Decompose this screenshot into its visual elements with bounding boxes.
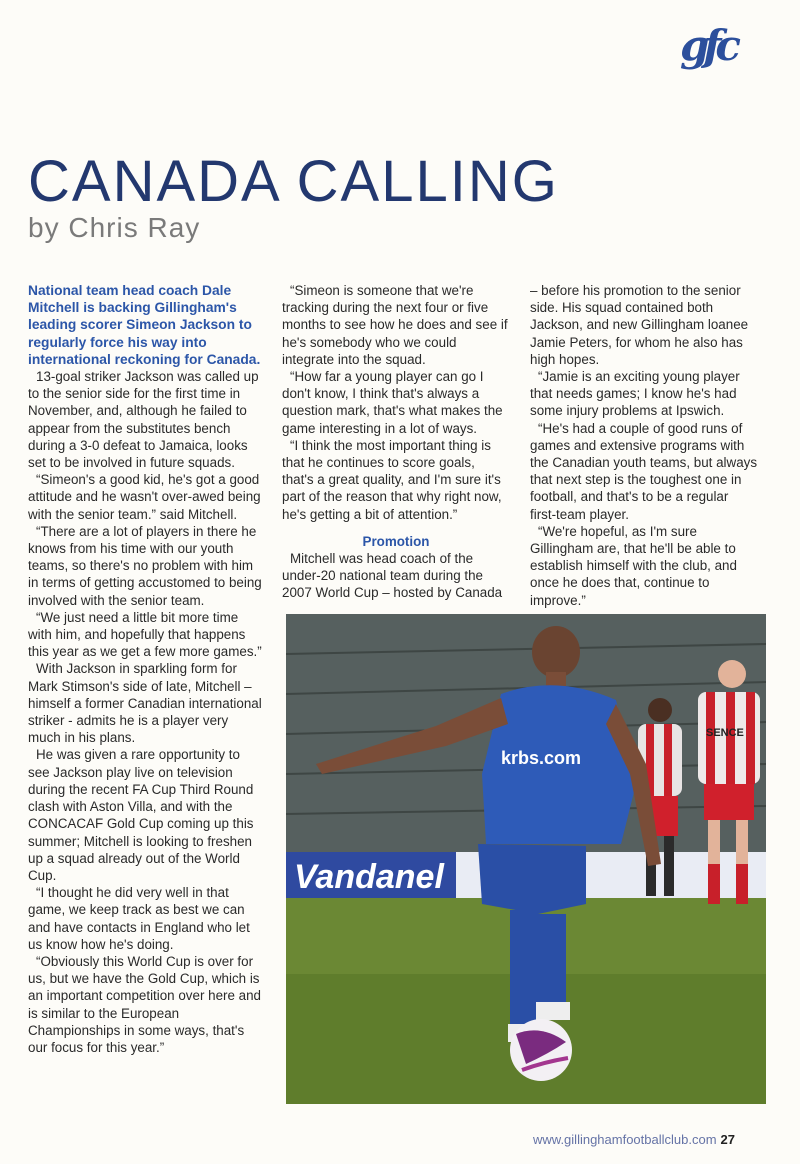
paragraph: – before his promotion to the senior side. His squad contained both Jackson, and new Gillingham loanee Jamie Peters, for whom he also has high hopes. — [530, 283, 749, 367]
lead-paragraph: National team head coach Dale Mitchell is backing Gillingham's leading scorer Simeon Jackson to regularly force his way into international reckoning for Canada. — [28, 283, 261, 367]
paragraph: “I thought he did very well in that game, we keep track as best we can and have contacts in England who let us know how he's doing. — [28, 885, 250, 952]
board-text: Vandanel — [294, 858, 444, 896]
byline: by Chris Ray — [28, 212, 201, 243]
column-1 — [28, 282, 264, 1056]
footer — [533, 1132, 735, 1147]
column-2 — [282, 282, 510, 602]
paragraph: “How far a young player can go I don't know, I think that's always a question mark, that's what makes the game interesting in a lot of ways. — [282, 369, 503, 436]
website-url[interactable]: www.gillinghamfootballclub.com — [533, 1132, 717, 1147]
paragraph: “Jamie is an exciting young player that needs games; I know he's had some injury problems at Ipswich. — [530, 369, 740, 419]
paragraph: “He's had a couple of good runs of games and extensive programs with the Canadian youth teams, but always that next step is the toughest one in football, and that's to be a regular first-team player. — [530, 420, 758, 522]
shirt-sponsor: krbs.com — [501, 748, 582, 768]
club-logo: gfc — [680, 21, 736, 70]
article-title: CANADA CALLING — [28, 149, 559, 214]
paragraph: Mitchell was head coach of the under-20 national team during the 2007 World Cup – hosted by Canada — [282, 551, 503, 601]
paragraph: 13-goal striker Jackson was called up to the senior side for the first time in November, and, although he failed to appear from the substitutes bench during a 3-0 defeat to Jamaica, looks set to be involved in future squads. — [28, 369, 259, 471]
paragraph: “Simeon is someone that we're tracking during the next four or five months to see how he does and see if he's somebody who we could integrate into the squad. — [282, 283, 508, 367]
subheading: Promotion — [362, 533, 430, 549]
opponent-sponsor: SENCE — [706, 727, 744, 739]
paragraph: “We're hopeful, as I'm sure Gillingham are, that he'll be able to establish himself with the club, and once he does that, continue to improve.” — [530, 523, 737, 608]
match-photo — [286, 614, 766, 1104]
paragraph: “We just need a little bit more time with him, and hopefully that happens this year as we get a few more games.” — [28, 609, 262, 660]
paragraph: “Simeon's a good kid, he's got a good attitude and he wasn't over-awed being with the senior team.” said Mitchell. — [28, 472, 261, 522]
paragraph: “Obviously this World Cup is over for us, but we have the Gold Cup, which is an important competition over here and is similar to the European Championships in some ways, that's our focus for this year.” — [28, 953, 261, 1055]
football — [510, 1019, 572, 1081]
paragraph: He was given a rare opportunity to see Jackson play live on television during the recent FA Cup Third Round clash with Aston Villa, and with the CONCACAF Gold Cup coming up this summer; Mitchell is looking to freshen up a squad already out of the World Cup. — [28, 747, 254, 883]
paragraph: With Jackson in sparkling form for Mark Stimson's side of late, Mitchell – himself a former Canadian international striker - admits he is a player very much in his plans. — [28, 661, 262, 746]
column-3 — [530, 282, 758, 609]
paragraph: “There are a lot of players in there he knows from his time with our youth teams, so there's no problem with him in terms of getting accustomed to being involved with the senior team. — [28, 523, 262, 608]
photo-illustration — [286, 614, 766, 1104]
page-number: 27 — [720, 1132, 735, 1147]
paragraph: “I think the most important thing is that he continues to score goals, that's a great quality, and I'm sure it's part of the reason that why right now, he's getting a bit of attention.” — [282, 437, 502, 522]
